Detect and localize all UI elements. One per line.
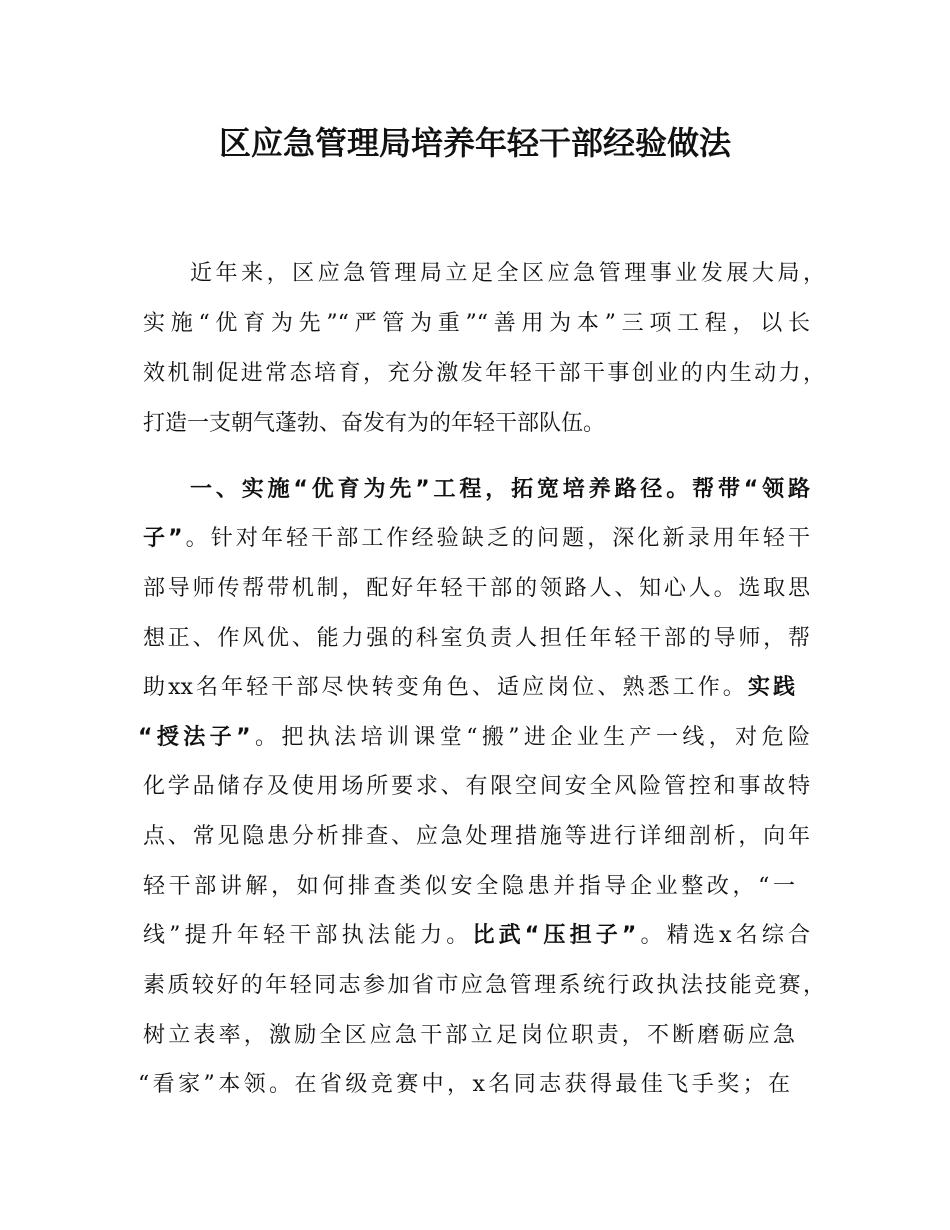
- body-text: 点、常见隐患分析排查、应急处理措施等进行详细剖析，向年: [143, 824, 810, 849]
- text-line: [138, 722, 810, 754]
- text-line: [143, 920, 810, 952]
- body-text: 近年来，区应急管理局立足全区应急管理事业发展大局，: [190, 261, 825, 286]
- body-text: 。精选x名综合: [636, 923, 810, 948]
- body-text: 效机制促进常态培育，充分激发年轻干部干事创业的内生动力，: [143, 361, 825, 386]
- text-line: [143, 970, 825, 1002]
- body-text: “看家”本领。在省级竞赛中，x名同志获得最佳飞手奖；在: [138, 1072, 790, 1097]
- text-line: [143, 408, 810, 440]
- text-line: [190, 258, 825, 290]
- bold-heading-text: 实践: [747, 675, 795, 700]
- body-text: 线”提升年轻干部执法能力。: [143, 923, 473, 948]
- text-line: [143, 573, 810, 605]
- body-text: 助xx名年轻干部尽快转变角色、适应岗位、熟悉工作。: [143, 675, 748, 700]
- text-line: [143, 821, 810, 853]
- text-line: [138, 1069, 790, 1101]
- document-title: 区应急管理局培养年轻干部经验做法: [218, 124, 731, 162]
- text-line: [143, 871, 795, 903]
- text-line: [143, 523, 810, 555]
- text-line: [143, 1020, 795, 1052]
- body-text: 。把执法培训课堂“搬”进企业生产一线，对危险: [250, 725, 810, 750]
- body-text: 树立表率，激励全区应急干部立足岗位职责，不断磨砺应急: [143, 1023, 795, 1048]
- text-line: [143, 358, 825, 390]
- body-text: 实施“优育为先”“严管为重”“善用为本”三项工程，以长: [143, 311, 810, 336]
- bold-heading-text: “授法子”: [138, 725, 251, 750]
- text-line: [143, 672, 795, 704]
- text-line: [143, 308, 810, 340]
- bold-heading-text: 一、实施“优育为先”工程，拓宽培养路径。帮带“领路: [190, 477, 810, 502]
- body-text: 打造一支朝气蓬勃、奋发有为的年轻干部队伍。: [143, 411, 606, 436]
- body-text: 。针对年轻干部工作经验缺乏的问题，深化新录用年轻干: [182, 526, 810, 551]
- text-line: [143, 623, 810, 655]
- body-text: 部导师传帮带机制，配好年轻干部的领路人、知心人。选取思: [143, 576, 810, 601]
- text-line: [143, 771, 810, 803]
- bold-heading-text: 比武“压担子”: [472, 923, 637, 948]
- body-text: 化学品储存及使用场所要求、有限空间安全风险管控和事故特: [143, 774, 810, 799]
- body-text: 轻干部讲解，如何排查类似安全隐患并指导企业整改，“一: [143, 874, 795, 899]
- text-line: [190, 474, 810, 506]
- body-text: 想正、作风优、能力强的科室负责人担任年轻干部的导师，帮: [143, 626, 810, 651]
- bold-heading-text: 子”: [143, 526, 183, 551]
- body-text: 素质较好的年轻同志参加省市应急管理系统行政执法技能竞赛，: [143, 973, 825, 998]
